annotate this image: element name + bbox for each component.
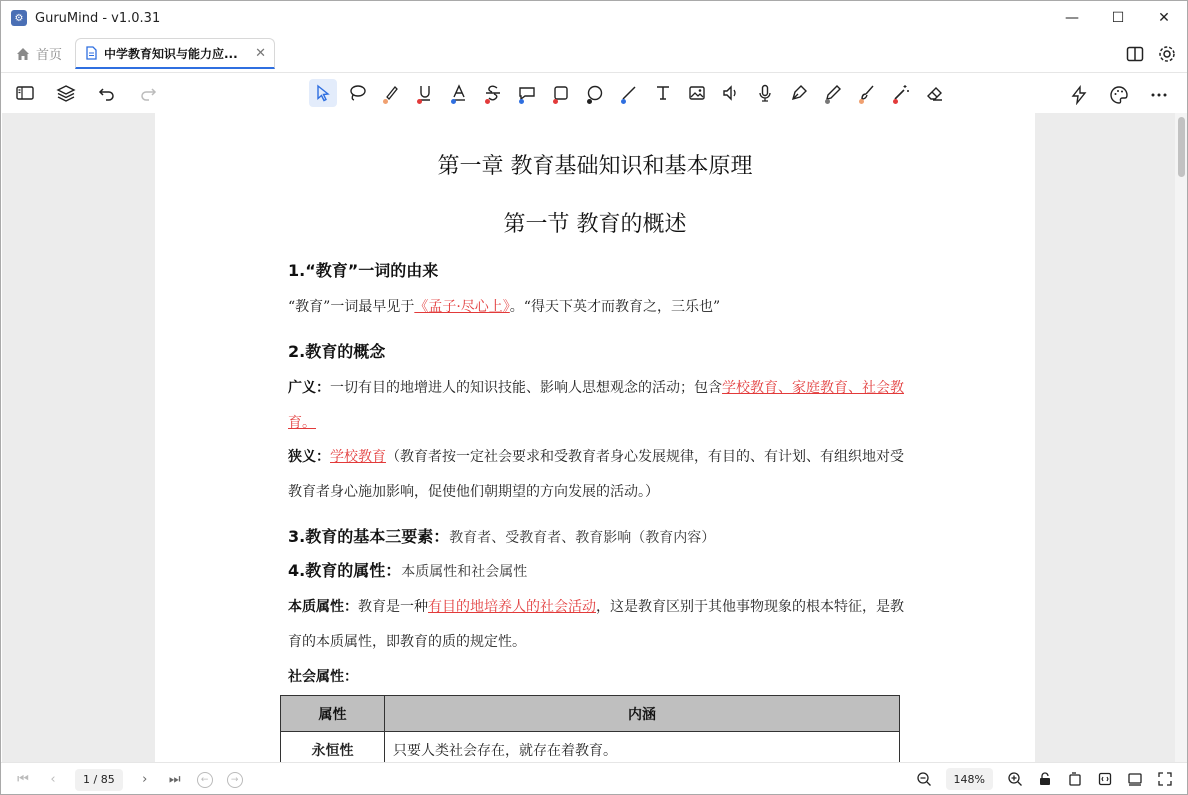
lightning-icon[interactable] bbox=[1065, 81, 1093, 109]
elements-label: 3.教育的基本三要素： bbox=[288, 527, 450, 546]
vertical-scrollbar[interactable] bbox=[1175, 113, 1188, 762]
zoom-controls bbox=[916, 768, 1173, 790]
table-header-attr: 属性 bbox=[281, 696, 385, 732]
zoom-out-icon[interactable] bbox=[916, 771, 932, 787]
narrow-highlight[interactable]: 学校教育 bbox=[330, 449, 386, 465]
tab-bar bbox=[1, 35, 1187, 73]
rectangle-icon[interactable] bbox=[547, 79, 575, 107]
pen-nib-icon[interactable] bbox=[785, 79, 813, 107]
select-arrow-icon[interactable] bbox=[309, 79, 337, 107]
narrow-text: （教育者按一定社会要求和受教育者身心发展规律，有目的、有计划、有组织地对受教育者身心施加影响，促使他们朝期望的方向发展的活动。） bbox=[288, 449, 904, 500]
audio-icon[interactable] bbox=[717, 79, 745, 107]
broad-highlight[interactable]: 学校教育、家庭教育、社会教育。 bbox=[288, 380, 904, 431]
sidebar-toggle-icon[interactable] bbox=[11, 79, 39, 107]
line-icon[interactable] bbox=[615, 79, 643, 107]
toolbar-right bbox=[1065, 81, 1173, 109]
more-icon[interactable] bbox=[1145, 81, 1173, 109]
zoom-in-icon[interactable] bbox=[1007, 771, 1023, 787]
paragraph-origin bbox=[288, 290, 908, 325]
elements-text: 教育者、受教育者、教育影响（教育内容） bbox=[449, 530, 716, 546]
layers-icon[interactable] bbox=[52, 79, 80, 107]
previous-page-icon[interactable]: ‹ bbox=[50, 772, 56, 787]
paragraph-broad bbox=[288, 371, 908, 441]
table-header-row bbox=[281, 696, 900, 732]
table-row bbox=[281, 732, 900, 763]
attributes-table bbox=[280, 695, 900, 762]
document-icon bbox=[84, 46, 98, 60]
eraser-icon[interactable] bbox=[921, 79, 949, 107]
table-header-meaning: 内涵 bbox=[385, 696, 900, 732]
window-controls bbox=[1049, 1, 1187, 35]
status-bar bbox=[1, 762, 1187, 795]
essence-label: 本质属性： bbox=[288, 599, 358, 615]
strikethrough-icon[interactable] bbox=[479, 79, 507, 107]
tab-home[interactable] bbox=[15, 44, 62, 63]
magic-wand-icon[interactable] bbox=[887, 79, 915, 107]
palette-icon[interactable] bbox=[1105, 81, 1133, 109]
pencil-icon[interactable] bbox=[819, 79, 847, 107]
next-page-icon[interactable]: › bbox=[142, 772, 148, 787]
document-viewer[interactable] bbox=[2, 113, 1175, 762]
page-indicator[interactable]: 1 / 85 bbox=[75, 769, 123, 791]
heading-concept: 2.教育的概念 bbox=[288, 342, 386, 361]
attributes-text: 本质属性和社会属性 bbox=[401, 564, 528, 580]
narrow-label: 狭义： bbox=[288, 449, 330, 465]
page-navigation bbox=[15, 769, 243, 791]
home-icon bbox=[15, 46, 31, 62]
first-page-icon[interactable]: ⏮ bbox=[17, 772, 29, 787]
text-color-icon[interactable] bbox=[445, 79, 473, 107]
essence-pre: 教育是一种 bbox=[358, 599, 428, 615]
minimize-button[interactable]: — bbox=[1065, 10, 1079, 26]
microphone-icon[interactable] bbox=[751, 79, 779, 107]
underline-icon[interactable] bbox=[411, 79, 439, 107]
brush-icon[interactable] bbox=[853, 79, 881, 107]
history-forward-icon[interactable]: → bbox=[227, 772, 243, 788]
chapter-title: 第一章 教育基础知识和基本原理 bbox=[437, 154, 753, 179]
origin-text-pre: “教育”一词最早见于 bbox=[288, 299, 415, 315]
history-back-icon[interactable]: ← bbox=[197, 772, 213, 788]
settings-gear-icon[interactable] bbox=[1157, 44, 1177, 64]
annotation-toolbar bbox=[1, 73, 1187, 113]
app-title: GuruMind - v1.0.31 bbox=[35, 10, 161, 26]
heading-elements bbox=[288, 524, 715, 547]
reading-mode-icon[interactable] bbox=[1127, 771, 1143, 787]
origin-highlight[interactable]: 《孟子·尽心上》 bbox=[414, 299, 510, 315]
paragraph-social bbox=[288, 660, 908, 695]
section-title: 第一节 教育的概述 bbox=[503, 212, 687, 237]
lasso-icon[interactable] bbox=[343, 79, 371, 107]
tab-document[interactable] bbox=[75, 38, 275, 69]
origin-text-post: 。“得天下英才而教育之，三乐也” bbox=[509, 299, 721, 315]
tab-document-label: 中学教育知识与能力应... bbox=[104, 46, 238, 61]
zoom-level[interactable]: 148% bbox=[946, 768, 993, 790]
app-logo-icon: ⚙ bbox=[11, 10, 27, 26]
tab-home-label: 首页 bbox=[36, 48, 63, 63]
text-icon[interactable] bbox=[649, 79, 677, 107]
tab-bar-actions bbox=[1125, 44, 1177, 64]
table-cell-name: 永恒性 bbox=[281, 732, 385, 763]
redo-icon[interactable] bbox=[134, 79, 162, 107]
image-icon[interactable] bbox=[683, 79, 711, 107]
ellipse-icon[interactable] bbox=[581, 79, 609, 107]
heading-origin: 1.“教育”一词的由来 bbox=[288, 261, 439, 280]
maximize-button[interactable]: ☐ bbox=[1111, 10, 1125, 26]
heading-attributes bbox=[288, 558, 527, 581]
essence-highlight[interactable]: 有目的地培养人的社会活动 bbox=[428, 599, 596, 615]
title-bar bbox=[1, 1, 1187, 35]
scrollbar-thumb[interactable] bbox=[1178, 117, 1185, 177]
broad-label: 广义： bbox=[288, 380, 330, 396]
highlighter-icon[interactable] bbox=[377, 79, 405, 107]
fullscreen-icon[interactable] bbox=[1157, 771, 1173, 787]
undo-icon[interactable] bbox=[93, 79, 121, 107]
lock-icon[interactable] bbox=[1037, 771, 1053, 787]
split-view-icon[interactable] bbox=[1125, 44, 1145, 64]
pdf-page bbox=[155, 113, 1035, 762]
essence-post: ，这是教育区别于其他事物现象的根本特征，是教育的本质属性，即教育的质的规定性。 bbox=[288, 599, 904, 650]
toolbar-tools bbox=[309, 79, 949, 107]
rotate-page-icon[interactable] bbox=[1067, 771, 1083, 787]
paragraph-essence bbox=[288, 590, 908, 660]
attributes-label: 4.教育的属性： bbox=[288, 561, 402, 580]
last-page-icon[interactable]: ⏭ bbox=[168, 772, 181, 787]
close-window-button[interactable]: ✕ bbox=[1158, 10, 1170, 26]
toolbar-left bbox=[11, 79, 162, 107]
callout-icon[interactable] bbox=[513, 79, 541, 107]
paragraph-narrow bbox=[288, 440, 908, 510]
broad-text: 一切有目的地增进人的知识技能、影响人思想观念的活动；包含 bbox=[330, 380, 722, 396]
fit-page-icon[interactable] bbox=[1097, 771, 1113, 787]
tab-close-icon[interactable]: ✕ bbox=[255, 45, 266, 61]
social-label: 社会属性： bbox=[288, 669, 358, 685]
table-cell-desc: 只要人类社会存在，就存在着教育。 bbox=[385, 732, 900, 763]
